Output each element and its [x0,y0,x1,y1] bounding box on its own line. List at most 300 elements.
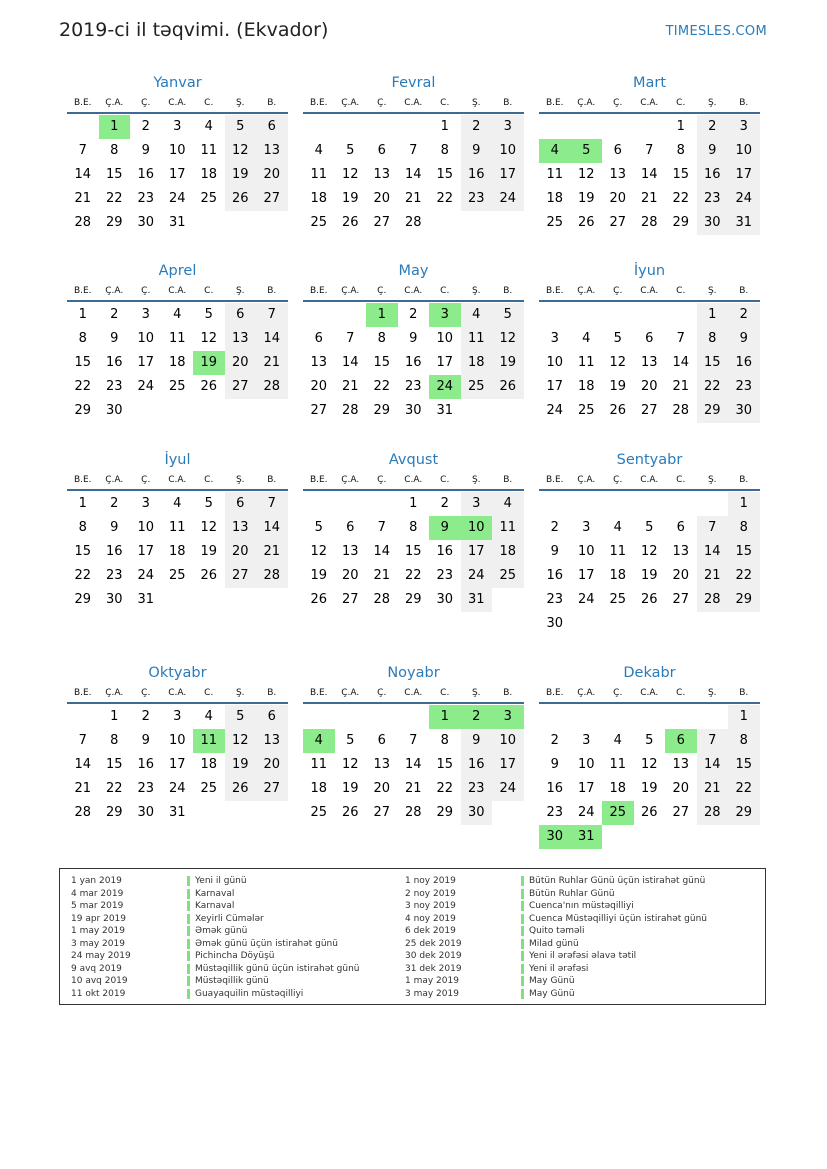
weekday-header [67,471,288,491]
day-cell: 22 [404,568,422,583]
day-cell: 27 [341,592,359,607]
empty-cell [571,492,603,516]
day-cell: 30 [105,592,123,607]
day-cell: 21 [672,379,690,394]
day-cell: 16 [105,355,123,370]
day-cell: 23 [461,777,493,801]
day-cell: 25 [310,805,328,820]
day-cell: 29 [105,215,123,230]
weekday-label: B.E. [545,475,564,485]
day-cell: 8 [440,733,449,748]
month-name: Oktyabr [148,665,207,681]
day-cell: 24 [137,568,155,583]
day-cell: 10 [577,757,595,772]
day-cell: 12 [640,544,658,559]
day-cell: 19 [225,163,257,187]
day-cell: 24 [168,781,186,796]
weekday-label: B. [267,286,277,296]
holiday-day-cell: 4 [539,139,571,163]
weekday-header [67,94,288,114]
empty-cell [602,115,634,139]
day-cell: 8 [78,331,87,346]
day-cell: 10 [492,139,524,163]
day-cell: 30 [461,801,493,825]
empty-cell [366,705,398,729]
legend-holiday-name: Cuenca'nın müstəqilliyi [521,901,634,911]
month-name: İyul [164,452,191,468]
weekday-label: Ş. [235,688,245,698]
day-cell: 18 [168,544,186,559]
weekday-label: B.E. [73,286,92,296]
weekday-label: C.A. [168,475,187,485]
month-name: Avqust [388,452,439,468]
day-cell: 29 [373,403,391,418]
weekday-label: C.A. [404,475,423,485]
holiday-day-cell: 9 [429,516,461,540]
day-cell: 4 [173,307,182,322]
day-cell: 14 [74,167,92,182]
weekday-label: C.A. [168,286,187,296]
weekday-label: Ç. [613,98,623,108]
empty-cell [398,705,430,729]
day-cell: 14 [672,355,690,370]
day-cell: 31 [728,211,760,235]
legend-holiday-name: Guayaquilin müstəqilliyi [187,989,303,999]
day-cell: 16 [461,753,493,777]
day-grid [67,303,288,423]
day-cell: 25 [546,215,564,230]
day-cell: 20 [225,540,257,564]
day-cell: 29 [74,592,92,607]
month-block [303,72,524,235]
empty-cell [539,492,571,516]
legend-date: 3 may 2019 [71,938,125,949]
day-cell: 27 [672,592,690,607]
day-cell: 1 [78,307,87,322]
weekday-label: Ç. [141,475,151,485]
weekday-label: Ç.A. [105,688,124,698]
legend-holiday-name: Xeyirli Cümələr [187,914,264,924]
day-cell: 30 [728,399,760,423]
weekday-label: Ç.A. [105,98,124,108]
day-cell: 23 [728,375,760,399]
day-cell: 21 [256,351,288,375]
day-cell: 23 [105,379,123,394]
weekday-label: Ç.A. [105,475,124,485]
day-cell: 3 [550,331,559,346]
holiday-day-cell: 19 [193,351,225,375]
month-block [539,449,760,636]
weekday-label: Ç. [377,286,387,296]
day-cell: 16 [137,757,155,772]
empty-cell [571,115,603,139]
day-cell: 12 [492,327,524,351]
day-cell: 20 [256,163,288,187]
day-grid [539,492,760,636]
month-name: Mart [632,75,667,91]
day-cell: 5 [204,307,213,322]
day-cell: 23 [436,568,454,583]
day-cell: 24 [577,805,595,820]
day-cell: 15 [672,167,690,182]
empty-cell [665,303,697,327]
day-cell: 16 [546,781,564,796]
day-cell: 10 [492,729,524,753]
day-cell: 17 [436,355,454,370]
legend-date: 4 noy 2019 [405,913,456,924]
day-cell: 8 [409,520,418,535]
day-cell: 5 [204,496,213,511]
day-cell: 21 [74,191,92,206]
month-name: May [398,263,429,279]
empty-cell [697,705,729,729]
day-cell: 6 [346,520,355,535]
day-cell: 18 [310,191,328,206]
day-cell: 7 [676,331,685,346]
day-cell: 4 [204,119,213,134]
day-cell: 7 [409,143,418,158]
day-cell: 8 [676,143,685,158]
legend-date: 25 dek 2019 [405,938,462,949]
day-cell: 12 [577,167,595,182]
day-cell: 15 [404,544,422,559]
day-cell: 17 [577,568,595,583]
day-cell: 24 [577,592,595,607]
month-name: Dekabr [623,665,676,681]
day-cell: 14 [697,753,729,777]
legend-holiday-name: Yeni il günü [187,876,247,886]
legend-date: 24 may 2019 [71,951,131,961]
month-block [303,260,524,423]
day-cell: 20 [672,568,690,583]
day-cell: 17 [168,167,186,182]
legend-date: 3 noy 2019 [405,901,456,911]
empty-cell [634,115,666,139]
legend-holiday-name: Pichincha Döyüşü [187,951,274,961]
day-cell: 23 [137,781,155,796]
day-cell: 14 [640,167,658,182]
weekday-label: Ş. [471,475,481,485]
weekday-label: Ç. [377,475,387,485]
weekday-label: C.A. [404,98,423,108]
day-cell: 28 [640,215,658,230]
legend-holiday-name: Müstəqillik günü [187,976,269,986]
day-cell: 15 [105,167,123,182]
legend-holiday-name: Əmək günü üçün istirahət günü [187,939,338,949]
weekday-label: B.E. [545,98,564,108]
legend-date: 1 noy 2019 [405,876,456,886]
holiday-legend [59,868,766,1005]
day-cell: 16 [697,163,729,187]
month-name: Yanvar [153,75,202,91]
day-cell: 12 [609,355,627,370]
day-cell: 13 [640,355,658,370]
day-cell: 25 [168,379,186,394]
day-cell: 21 [640,191,658,206]
day-cell: 3 [173,709,182,724]
day-cell: 16 [404,355,422,370]
day-cell: 16 [546,568,564,583]
day-cell: 26 [200,568,218,583]
empty-cell [697,492,729,516]
holiday-day-cell: 3 [492,705,524,729]
day-cell: 22 [74,568,92,583]
legend-holiday-name: Quito təməli [521,926,585,936]
empty-cell [303,492,335,516]
empty-cell [67,115,99,139]
month-name: Sentyabr [616,452,683,468]
day-cell: 27 [225,564,257,588]
day-cell: 26 [341,215,359,230]
day-cell: 4 [173,496,182,511]
day-cell: 20 [225,351,257,375]
day-cell: 18 [609,568,627,583]
day-cell: 7 [377,520,386,535]
day-cell: 21 [404,781,422,796]
day-cell: 6 [225,303,257,327]
day-cell: 17 [168,757,186,772]
empty-cell [665,705,697,729]
weekday-label: C.A. [640,688,659,698]
legend-holiday-name: May Günü [521,989,575,999]
day-cell: 29 [404,592,422,607]
weekday-label: B. [503,475,513,485]
day-cell: 18 [609,781,627,796]
day-cell: 26 [640,805,658,820]
day-cell: 15 [436,757,454,772]
day-cell: 14 [256,516,288,540]
day-cell: 5 [225,705,257,729]
day-cell: 21 [697,564,729,588]
weekday-label: C. [440,286,450,296]
weekday-label: B. [267,475,277,485]
day-cell: 26 [492,375,524,399]
day-cell: 15 [373,355,391,370]
day-cell: 26 [640,592,658,607]
weekday-label: C.A. [640,286,659,296]
weekday-label: C. [440,688,450,698]
day-grid [539,115,760,235]
day-cell: 28 [697,588,729,612]
day-cell: 25 [577,403,595,418]
day-cell: 12 [225,729,257,753]
day-cell: 25 [168,568,186,583]
empty-cell [634,492,666,516]
day-cell: 25 [200,781,218,796]
day-cell: 5 [346,143,355,158]
legend-holiday-name: Bütün Ruhlar Günü üçün istirahət günü [521,876,705,886]
weekday-label: B. [739,688,749,698]
day-cell: 13 [373,167,391,182]
day-grid [539,705,760,849]
day-cell: 11 [546,167,564,182]
day-cell: 11 [461,327,493,351]
day-cell: 3 [173,119,182,134]
weekday-label: Ç. [141,688,151,698]
month-block [67,449,288,612]
weekday-label: Ş. [707,286,717,296]
empty-cell [303,303,335,327]
day-cell: 3 [141,496,150,511]
day-cell: 9 [141,733,150,748]
day-cell: 8 [440,143,449,158]
day-cell: 28 [74,805,92,820]
weekday-label: C.A. [168,98,187,108]
day-cell: 11 [310,757,328,772]
legend-holiday-name: Yeni il ərəfəsi əlavə tətil [521,951,636,961]
weekday-label: B. [739,475,749,485]
day-cell: 29 [105,805,123,820]
day-cell: 19 [609,379,627,394]
day-cell: 1 [676,119,685,134]
day-cell: 4 [314,143,323,158]
day-cell: 5 [225,115,257,139]
brand-link[interactable]: TIMESLES.COM [665,24,767,39]
day-cell: 10 [546,355,564,370]
day-cell: 24 [546,403,564,418]
legend-date: 31 dek 2019 [405,963,462,974]
weekday-label: Ç. [377,688,387,698]
holiday-day-cell: 10 [461,516,493,540]
day-cell: 2 [697,115,729,139]
holiday-day-cell: 6 [665,729,697,753]
day-cell: 17 [577,781,595,796]
day-cell: 23 [137,191,155,206]
weekday-header [539,94,760,114]
day-cell: 26 [577,215,595,230]
day-cell: 27 [373,805,391,820]
legend-holiday-name: Əmək günü [187,926,247,936]
holiday-day-cell: 31 [571,825,603,849]
day-cell: 30 [105,403,123,418]
holiday-day-cell: 1 [99,115,131,139]
day-cell: 26 [310,592,328,607]
weekday-label: Ç. [613,475,623,485]
day-cell: 6 [645,331,654,346]
day-cell: 15 [697,351,729,375]
weekday-header [539,282,760,302]
day-cell: 22 [728,564,760,588]
day-cell: 11 [609,544,627,559]
day-cell: 16 [137,167,155,182]
day-cell: 19 [492,351,524,375]
empty-cell [539,303,571,327]
holiday-day-cell: 25 [602,801,634,825]
day-cell: 7 [256,303,288,327]
weekday-label: Ş. [235,475,245,485]
day-cell: 2 [110,496,119,511]
empty-cell [571,303,603,327]
day-cell: 29 [672,215,690,230]
day-cell: 19 [640,568,658,583]
day-cell: 31 [461,588,493,612]
empty-cell [335,303,367,327]
day-cell: 6 [377,733,386,748]
day-cell: 11 [310,167,328,182]
day-cell: 21 [341,379,359,394]
day-cell: 29 [728,588,760,612]
day-cell: 18 [310,781,328,796]
holiday-day-cell: 30 [539,825,571,849]
day-cell: 27 [310,403,328,418]
day-cell: 15 [728,753,760,777]
weekday-header [67,282,288,302]
day-cell: 7 [78,733,87,748]
day-cell: 29 [436,805,454,820]
day-cell: 3 [582,520,591,535]
weekday-label: Ç.A. [577,98,596,108]
month-name: Aprel [158,263,197,279]
month-name: İyun [633,263,666,279]
weekday-label: Ç.A. [577,286,596,296]
empty-cell [335,492,367,516]
day-cell: 11 [168,520,186,535]
day-cell: 3 [492,115,524,139]
legend-date: 5 mar 2019 [71,901,124,911]
day-cell: 28 [256,564,288,588]
day-cell: 12 [640,757,658,772]
day-cell: 19 [225,753,257,777]
day-cell: 6 [613,143,622,158]
day-cell: 28 [341,403,359,418]
day-cell: 3 [728,115,760,139]
holiday-day-cell: 24 [429,375,461,399]
weekday-label: B.E. [309,688,328,698]
day-cell: 20 [310,379,328,394]
day-cell: 7 [645,143,654,158]
weekday-label: Ç. [613,286,623,296]
day-cell: 30 [137,215,155,230]
holiday-day-cell: 11 [193,729,225,753]
day-cell: 25 [461,375,493,399]
day-cell: 10 [168,733,186,748]
day-cell: 8 [728,516,760,540]
weekday-label: C. [204,475,214,485]
weekday-label: Ş. [471,98,481,108]
weekday-label: C. [676,98,686,108]
legend-holiday-name: May Günü [521,976,575,986]
day-cell: 4 [613,520,622,535]
day-cell: 2 [461,115,493,139]
day-cell: 9 [141,143,150,158]
day-cell: 27 [256,777,288,801]
month-block [67,662,288,825]
day-cell: 22 [105,781,123,796]
day-cell: 29 [728,801,760,825]
day-cell: 24 [137,379,155,394]
day-cell: 30 [697,211,729,235]
day-cell: 17 [461,540,493,564]
day-cell: 2 [409,307,418,322]
weekday-label: Ç. [613,688,623,698]
weekday-label: C. [204,98,214,108]
day-cell: 16 [461,163,493,187]
day-cell: 13 [256,139,288,163]
day-cell: 13 [373,757,391,772]
weekday-label: B. [739,286,749,296]
day-cell: 10 [168,143,186,158]
day-cell: 14 [341,355,359,370]
day-cell: 20 [609,191,627,206]
weekday-header [303,684,524,704]
day-cell: 3 [141,307,150,322]
weekday-label: C. [676,688,686,698]
weekday-label: B. [503,98,513,108]
weekday-label: Ş. [471,286,481,296]
legend-date: 11 okt 2019 [71,988,126,999]
weekday-label: B. [739,98,749,108]
day-cell: 12 [341,167,359,182]
